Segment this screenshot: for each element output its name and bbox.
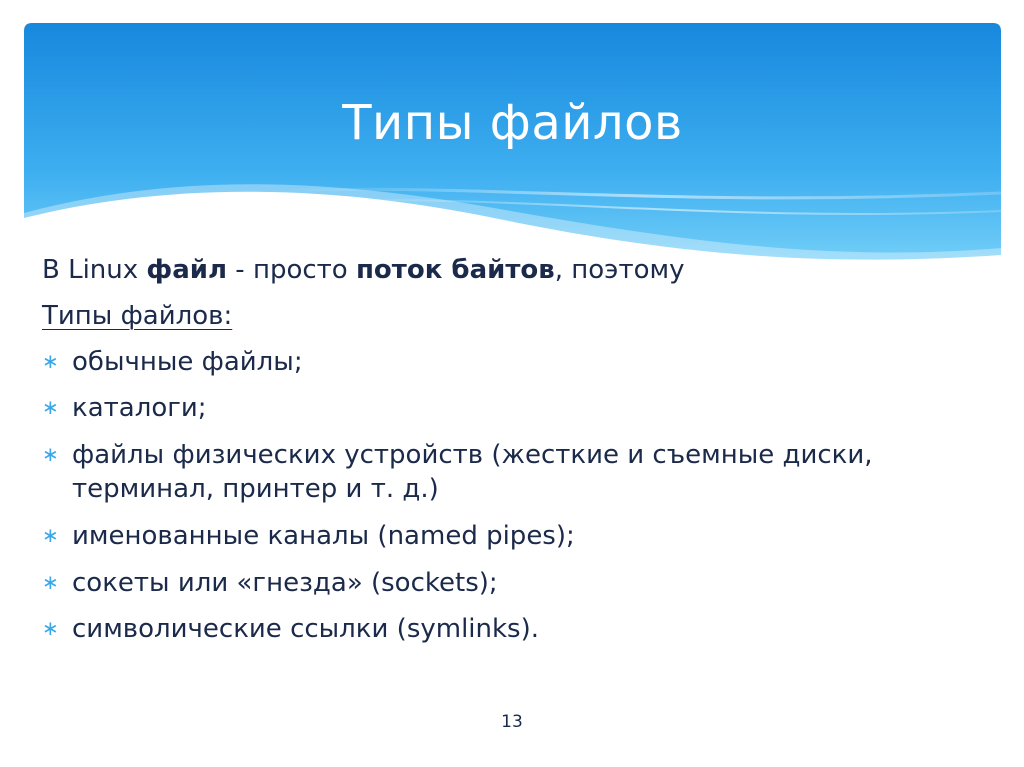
list-item-text: файлы физических устройств (жесткие и съемные диски, терминал, принтер и т. д.) [72,440,873,504]
title-banner [24,23,1001,273]
asterisk-bullet-icon: ∗ [42,442,59,467]
intro-bold-stream: поток байтов [355,255,555,285]
list-item-text: символические ссылки (symlinks). [72,614,540,645]
asterisk-bullet-icon: ∗ [42,522,59,547]
list-item-text: именованные каналы (named pipes); [72,520,575,551]
list-item [42,346,942,380]
list-item [42,567,942,601]
asterisk-bullet-icon: ∗ [42,569,59,594]
slide-title: Типы файлов [342,95,683,151]
page-number: 13 [501,712,523,732]
asterisk-bullet-icon: ∗ [42,348,59,373]
list-item [42,392,942,426]
intro-part1: В Linux [42,255,147,285]
file-types-list [42,346,942,648]
subheading: Типы файлов: [42,300,233,331]
intro-part2: - просто [227,255,356,285]
slide-body [42,254,942,660]
intro-part3: , поэтому [554,255,685,285]
list-item-text: каталоги; [72,393,207,424]
intro-text [42,254,942,288]
list-item-text: сокеты или «гнезда» (sockets); [72,567,498,598]
list-item [42,439,942,507]
list-item-text: обычные файлы; [72,346,303,377]
list-item [42,520,942,554]
asterisk-bullet-icon: ∗ [42,616,59,641]
asterisk-bullet-icon: ∗ [42,395,59,420]
intro-bold-file: файл [146,255,228,285]
list-item [42,613,942,647]
